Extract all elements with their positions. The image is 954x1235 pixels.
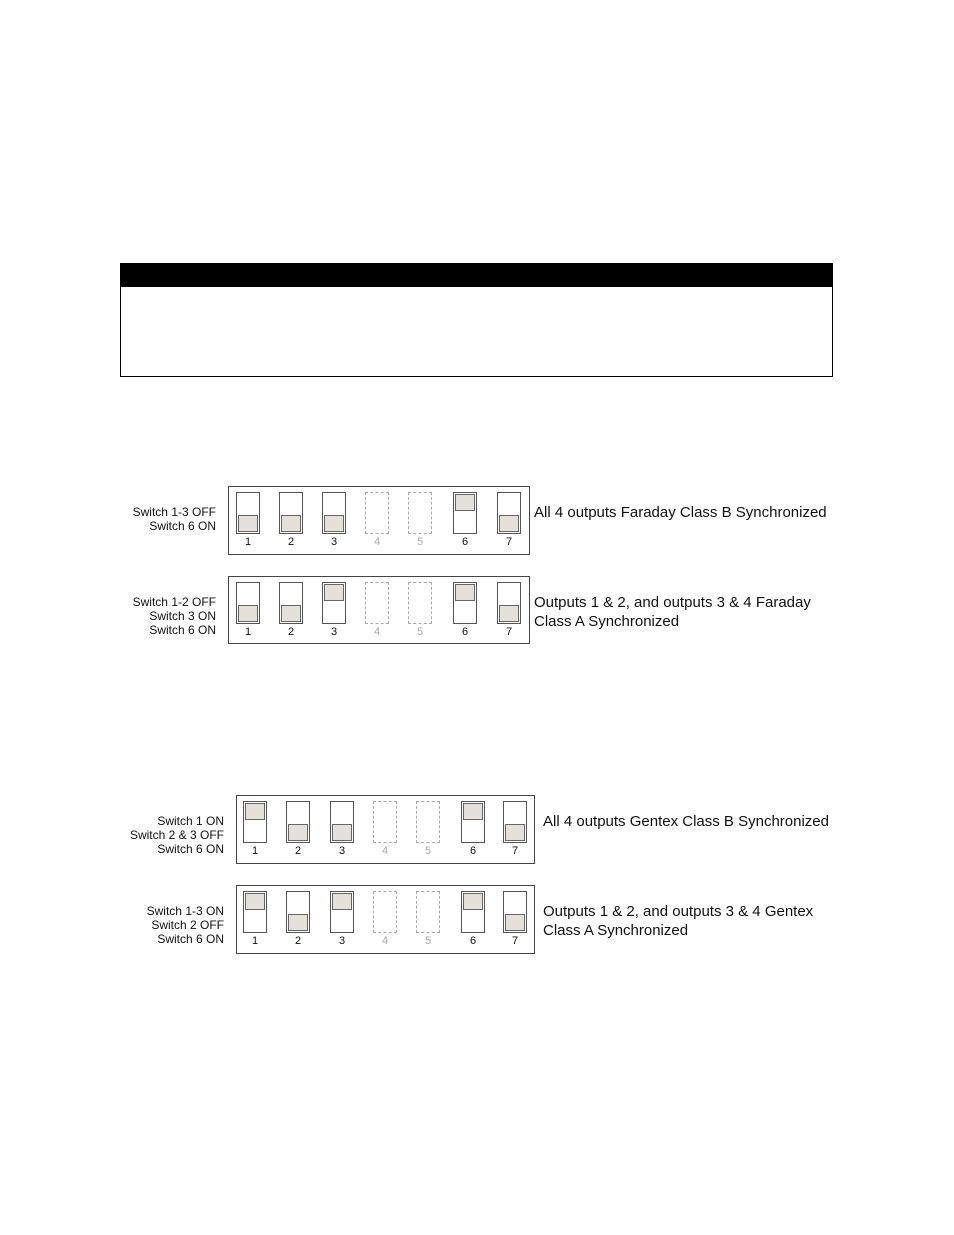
dip-switch-3 bbox=[330, 801, 354, 843]
switch-knob bbox=[455, 584, 475, 601]
switch-number: 7 bbox=[505, 536, 513, 548]
switch-knob bbox=[505, 914, 525, 931]
dip-switch-block bbox=[236, 885, 535, 954]
switch-label: Switch 6 ON bbox=[157, 932, 224, 946]
switch-number: 6 bbox=[469, 845, 477, 857]
switch-number: 3 bbox=[338, 845, 346, 857]
dip-switch-block bbox=[228, 576, 530, 644]
switch-knob bbox=[288, 914, 308, 931]
switch-number: 2 bbox=[294, 845, 302, 857]
setting-description bbox=[543, 812, 829, 831]
dip-switch-4 bbox=[365, 492, 389, 534]
switch-number: 7 bbox=[505, 626, 513, 638]
dip-switch-6 bbox=[461, 801, 485, 843]
dip-switch-1 bbox=[236, 582, 260, 624]
switch-knob bbox=[245, 803, 265, 820]
switch-knob bbox=[238, 605, 258, 622]
switch-knob bbox=[455, 494, 475, 511]
switch-knob bbox=[332, 824, 352, 841]
switch-number: 5 bbox=[416, 626, 424, 638]
dip-switch-2 bbox=[286, 801, 310, 843]
switch-knob bbox=[238, 515, 258, 532]
dip-switch-block bbox=[236, 795, 535, 864]
switch-knob bbox=[499, 515, 519, 532]
switch-knob bbox=[281, 605, 301, 622]
switch-label: Switch 1-2 OFF bbox=[132, 595, 216, 609]
dip-switch-7 bbox=[503, 891, 527, 933]
switch-labels bbox=[133, 595, 216, 637]
switch-knob bbox=[463, 803, 483, 820]
switch-number: 5 bbox=[424, 935, 432, 947]
dip-switch-6 bbox=[461, 891, 485, 933]
switch-number: 3 bbox=[330, 626, 338, 638]
dip-switch-2 bbox=[279, 492, 303, 534]
note-box bbox=[120, 263, 833, 377]
switch-label: Switch 3 ON bbox=[149, 609, 216, 623]
switch-number: 4 bbox=[381, 845, 389, 857]
dip-switch-block bbox=[228, 486, 530, 555]
switch-number: 7 bbox=[511, 845, 519, 857]
switch-knob bbox=[463, 893, 483, 910]
dip-switch-7 bbox=[503, 801, 527, 843]
switch-labels bbox=[133, 505, 216, 533]
dip-switch-7 bbox=[497, 582, 521, 624]
switch-number: 4 bbox=[381, 935, 389, 947]
switch-label: Switch 6 ON bbox=[149, 623, 216, 637]
switch-number: 5 bbox=[424, 845, 432, 857]
dip-switch-4 bbox=[373, 891, 397, 933]
description-line: All 4 outputs Faraday Class B Synchronized bbox=[534, 504, 827, 521]
switch-number: 2 bbox=[294, 935, 302, 947]
description-line: All 4 outputs Gentex Class B Synchronized bbox=[543, 813, 829, 830]
switch-knob bbox=[245, 893, 265, 910]
switch-number: 6 bbox=[461, 626, 469, 638]
switch-number: 6 bbox=[469, 935, 477, 947]
switch-knob bbox=[288, 824, 308, 841]
dip-switch-5 bbox=[416, 891, 440, 933]
switch-label: Switch 2 & 3 OFF bbox=[129, 828, 224, 842]
dip-switch-6 bbox=[453, 492, 477, 534]
switch-number: 2 bbox=[287, 626, 295, 638]
dip-switch-3 bbox=[330, 891, 354, 933]
switch-number: 1 bbox=[251, 845, 259, 857]
dip-switch-6 bbox=[453, 582, 477, 624]
dip-switch-5 bbox=[416, 801, 440, 843]
switch-label: Switch 1-3 OFF bbox=[132, 505, 216, 519]
switch-knob bbox=[324, 584, 344, 601]
switch-knob bbox=[505, 824, 525, 841]
setting-description bbox=[543, 902, 813, 940]
description-line: Class A Synchronized bbox=[534, 613, 680, 630]
switch-label: Switch 1 ON bbox=[157, 814, 224, 828]
switch-number: 1 bbox=[244, 536, 252, 548]
setting-description bbox=[534, 593, 811, 631]
dip-switch-3 bbox=[322, 582, 346, 624]
switch-number: 1 bbox=[251, 935, 259, 947]
dip-switch-2 bbox=[279, 582, 303, 624]
switch-label: Switch 2 OFF bbox=[151, 918, 224, 932]
dip-switch-3 bbox=[322, 492, 346, 534]
switch-labels bbox=[147, 904, 224, 946]
switch-number: 3 bbox=[330, 536, 338, 548]
switch-label: Switch 1-3 ON bbox=[146, 904, 224, 918]
setting-description bbox=[534, 503, 827, 522]
switch-knob bbox=[324, 515, 344, 532]
dip-switch-2 bbox=[286, 891, 310, 933]
dip-switch-5 bbox=[408, 582, 432, 624]
switch-labels bbox=[130, 814, 224, 856]
dip-switch-4 bbox=[373, 801, 397, 843]
switch-number: 6 bbox=[461, 536, 469, 548]
dip-switch-4 bbox=[365, 582, 389, 624]
dip-switch-1 bbox=[243, 891, 267, 933]
switch-number: 3 bbox=[338, 935, 346, 947]
switch-number: 2 bbox=[287, 536, 295, 548]
switch-number: 4 bbox=[373, 536, 381, 548]
switch-number: 1 bbox=[244, 626, 252, 638]
switch-knob bbox=[499, 605, 519, 622]
switch-knob bbox=[281, 515, 301, 532]
dip-switch-7 bbox=[497, 492, 521, 534]
switch-number: 7 bbox=[511, 935, 519, 947]
switch-label: Switch 6 ON bbox=[157, 842, 224, 856]
switch-label: Switch 6 ON bbox=[149, 519, 216, 533]
dip-switch-1 bbox=[243, 801, 267, 843]
switch-number: 5 bbox=[416, 536, 424, 548]
description-line: Class A Synchronized bbox=[543, 922, 689, 939]
switch-number: 4 bbox=[373, 626, 381, 638]
switch-knob bbox=[332, 893, 352, 910]
dip-switch-5 bbox=[408, 492, 432, 534]
description-line: Outputs 1 & 2, and outputs 3 & 4 Gentex bbox=[543, 903, 814, 920]
description-line: Outputs 1 & 2, and outputs 3 & 4 Faraday bbox=[534, 594, 811, 611]
note-header-bar bbox=[121, 264, 832, 287]
dip-switch-1 bbox=[236, 492, 260, 534]
